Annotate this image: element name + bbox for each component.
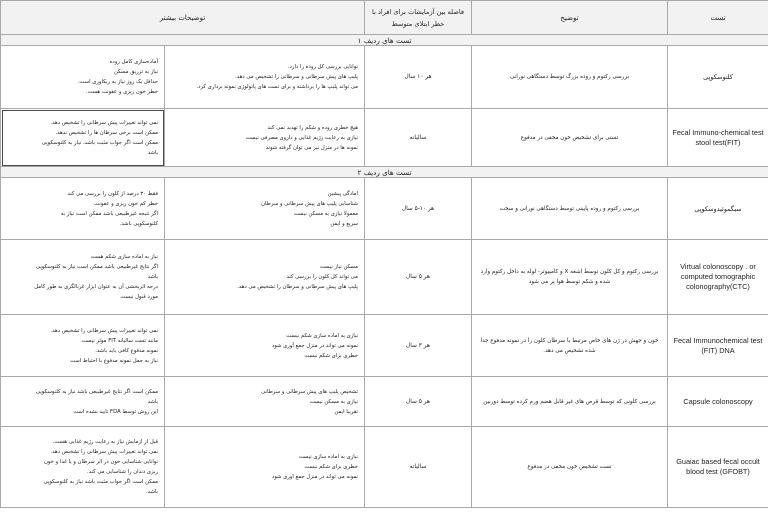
detail-line: معمولا نیازی به مسکن نیست [293,210,358,217]
detail-line: ممکن است برخی سرطان ها را تشخیص ندهد. [55,129,158,136]
detail-line: خطری برای شکم نیست [304,464,358,470]
detail-line: نمونه می تواند در منزل جمع آوری شود [271,342,358,349]
details-benefits [165,46,365,109]
details-limitations [1,427,165,508]
test-description: بررسی رکتوم و روده بزرگ توسط دستگاهی نورانی [472,46,668,109]
detail-line: نیازی به مسکن نیست [309,398,358,405]
test-frequency: هر ۱۰-۵ سال [365,178,472,240]
detail-line: نیازی به اماده سازی نیست [298,454,358,460]
detail-line: نیازی به اماده سازی شکم نیست [286,332,358,339]
detail-line: ممکن است اگر جواب مثبت باشد، نیاز به کلنوسکوپی [41,139,158,146]
detail-line: شناسایی پلیپ های پیش سرطانی و سرطان [261,200,358,207]
details-limitations [1,46,165,109]
test-frequency: هر ۳ سال [365,315,472,377]
details-benefits [165,427,365,508]
details-limitations [1,240,165,315]
detail-line: باشد [147,149,158,156]
detail-line: توانایی شناسایی خون در اثر سرطان و یا غذا و خون [44,459,158,465]
detail-line: خطر خون ریزی و عفونت هست. [85,89,158,95]
detail-line: کلنوسکوپی باشد. [119,220,158,227]
detail-line: نمی تواند تغییرات پیش سرطانی را تشخیص دهد. [50,119,158,126]
detail-line: این روش توسط FDA تایید نشده است [73,408,158,415]
test-description: تست تشخیص خون مخفی در مدفوع [472,427,668,508]
detail-line: خطری برای شکم نیست [304,352,358,359]
detail-line: نیاز به اماده سازی شکم هست [90,254,158,260]
header-description: توضیح [472,1,668,35]
detail-line: مورد قبول نیست [120,294,158,300]
detail-line: خطر کم خون ریزی و عفونت [94,200,158,207]
test-name: Capsule colonoscopy [668,377,768,427]
detail-line: باشد [147,274,158,280]
test-name: کلنوسکوپی [668,46,768,109]
header-more-details: توضیحات بیشتر [1,1,365,35]
detail-line: مانند تست سالیانه FIT موثر نیست. [80,337,158,344]
header-frequency: فاصله بین آزمایشات برای افراد با خطر ابتلای متوسط [365,1,472,35]
detail-line: حداقل یک روز نیاز به ریکاوری است. [77,79,158,85]
details-limitations [1,109,165,167]
detail-line: اگر نتایج غیرطبیعی باشد ممکن است نیاز به کلنوسکوپی [35,264,158,270]
detail-line: تشخیص پلیپ های پیش سرطانی و سرطانی [261,388,358,395]
test-frequency: هر ۵ سال [365,240,472,315]
test-name: Fecal Immunochemical test (FIT) DNA [668,315,768,377]
detail-line: نیازی به رعایت رژیم غذایی و داروی مصرفی نیست [245,134,358,141]
table-row [1,315,768,377]
detail-line: نمی تواند تغییرات پیش سرطانی را تشخیص دهد. [50,327,158,334]
detail-line: باشد. [146,489,158,495]
detail-line: نمونه مدفوع کافی باید باشد. [95,347,158,354]
test-description: خون و جهش در ژن های خاص مرتبط با سرطان کلون را در نمونه مدفوع جدا شده تشخیص می دهد. [472,315,668,377]
details-benefits [165,109,365,167]
detail-line: قبل از ازمایش نیاز به رعایت رژیم غذایی هست. [52,439,158,445]
section-row [1,167,768,178]
detail-line: باشد [147,398,158,405]
details-limitations [1,178,165,240]
detail-line: فقط ۳۰ درصد از کلون را بررسی می کند [67,190,158,197]
details-benefits [165,315,365,377]
detail-line: امادگی پیشین [327,190,358,197]
detail-line: می تواند کل کلون را بررسی کند [286,274,358,280]
test-frequency: هر ۵ سال [365,377,472,427]
detail-line: آماده‌سازی کامل روده [109,59,158,65]
detail-line: ممکن است اگر نتایج غیرطبیعی باشد نیاز به کلنوسکوپی [35,388,158,395]
detail-line: توانایی بررسی کل روده را دارد. [287,64,358,70]
detail-line: سریع و ایمن [330,220,358,227]
test-name: Fecal Immuno-chemical test stool test(FIT) [668,109,768,167]
test-name: سیگموئیدوسکوپی [668,178,768,240]
detail-line: اگر نتیجه غیرطبیعی باشد ممکن است نیاز به [60,210,158,217]
detail-line: تقریبا ایمن [334,408,358,415]
detail-line: درجه اثربخشی آن به عنوان ابزار غربالگری به طور کامل [34,284,158,290]
detail-line: نمی تواند تغییرات پیش سرطانی را تشخیص دهد. [50,449,158,455]
table-row [1,377,768,427]
test-frequency: هر ۱۰ سال [365,46,472,109]
test-description: بررسی رکتوم و کل کلون توسط اشعه X و کامپیوتر- لوله به داخل رکتوم وارد شده و شکم توسط هوا پر می شود [472,240,668,315]
table-row [1,240,768,315]
test-description: تستی برای تشخیص خون مخفی در مدفوع [472,109,668,167]
header-row [1,1,768,35]
section-title: تست های ردیف ۲ [1,167,768,178]
test-description: بررسی کلونی که توسط قرص های غیر قابل هضم ورم کرده توسط دوربین [472,377,668,427]
details-benefits [165,240,365,315]
detail-line: ریزی دندان را شناسایی می کند. [87,469,158,475]
detail-line: پلیپ های پیش سرطانی و سرطان را تشخیص می دهد. [237,284,358,290]
detail-line: مسکن نیاز نیست [319,264,358,270]
details-limitations [1,315,165,377]
details-benefits [165,377,365,427]
header-test: تست [668,1,768,35]
detail-line: می تواند پلیپ ها را برداشته و برای تست های پاتولوژی نمونه برداری کرد. [196,84,358,90]
details-limitations [1,377,165,427]
detail-line: ممکن است اگر جواب مثبت باشد نیاز به کلنوسکوپی [43,479,158,485]
section-row [1,35,768,46]
detail-line: نمونه ها در منزل نیز می توان گرفته شوند [265,144,358,151]
detail-line: پلیپ های پیش سرطانی و سرطانی را تشخیص می دهد. [235,74,358,80]
test-name: Virtual colonoscopy . or computed tomographic colonography(CTC) [668,240,768,315]
table-row [1,46,768,109]
detail-line: نمونه می تواند در منزل جمع اوری شود [271,474,358,480]
detail-line: هیچ خطری روده و شکم را تهدید نمی کند [267,124,358,131]
test-name: Guaiac based fecal occult blood test (GFOBT) [668,427,768,508]
test-description: بررسی رکتوم و روده پایینی توسط دستگاهی نورانی و سخت [472,178,668,240]
table-row [1,178,768,240]
test-frequency: سالیانه [365,427,472,508]
test-frequency: سالیانه [365,109,472,167]
detail-line: نیاز به حمل نمونه مدفوع با احتیاط است [70,357,158,364]
details-benefits [165,178,365,240]
detail-line: نیاز به تزریق مسکن [114,69,158,75]
section-title: تست های ردیف ۱ [1,35,768,46]
table-row [1,109,768,167]
table-row [1,427,768,508]
